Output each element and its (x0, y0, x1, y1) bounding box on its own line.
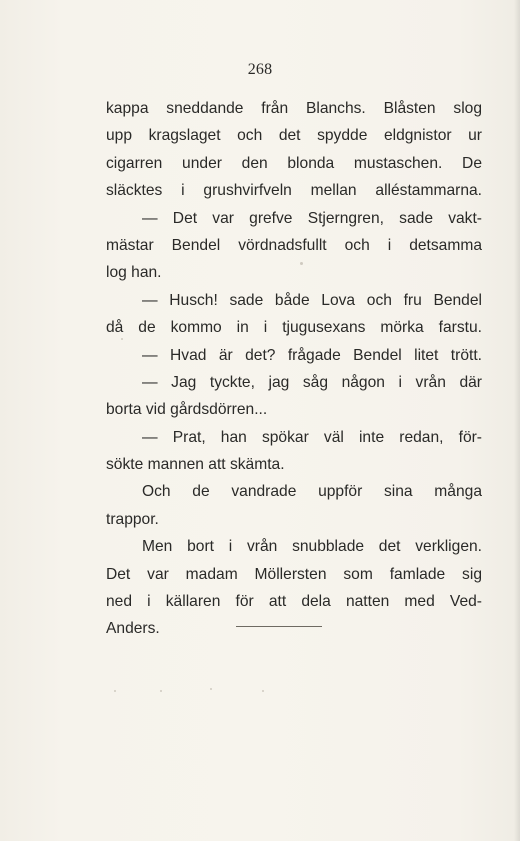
text-line: ned i källaren för att dela natten med Ved- (106, 593, 482, 611)
text-line: Och de vandrade uppför sina många (142, 483, 482, 501)
text-line: — Det var grefve Stjerngren, sade vakt- (142, 209, 482, 227)
paper-speck (262, 690, 264, 692)
paper-speck (121, 338, 123, 340)
text-line: trappor. (106, 510, 159, 528)
text-line: kappa sneddande från Blanchs. Blåsten slog (106, 100, 482, 117)
text-line: — Hvad är det? frågade Bendel litet trött. (142, 346, 482, 364)
page-edge-shadow (514, 0, 520, 841)
text-line: upp kragslaget och det spydde eldgnistor ur (106, 127, 482, 145)
page-number: 268 (247, 61, 273, 78)
end-rule-divider (236, 626, 322, 627)
text-line: sökte mannen att skämta. (106, 456, 285, 474)
text-line: — Prat, han spökar väl inte redan, för- (142, 428, 482, 446)
paper-speck (160, 690, 162, 692)
text-line: log han. (106, 264, 162, 282)
text-line: Det var madam Möllersten som famlade sig (106, 565, 482, 583)
text-line: Anders. (106, 620, 160, 638)
text-line: då de kommo in i tjugusexans mörka farstu. (106, 319, 482, 337)
text-line: Men bort i vrån snubblade det verkligen. (142, 538, 482, 556)
body-text (106, 95, 482, 643)
paper-speck (210, 688, 212, 690)
paper-speck (300, 262, 303, 265)
text-line: — Jag tyckte, jag såg någon i vrån där (142, 373, 482, 391)
text-line: släcktes i grushvirfveln mellan alléstammarna. (106, 182, 482, 200)
paper-speck (114, 690, 116, 692)
text-line: mästar Bendel vördnadsfullt och i detsamma (106, 236, 482, 254)
text-line: borta vid gårdsdörren... (106, 401, 268, 419)
text-line: cigarren under den blonda mustaschen. De (106, 154, 482, 172)
text-line: — Husch! sade både Lova och fru Bendel (142, 291, 482, 309)
